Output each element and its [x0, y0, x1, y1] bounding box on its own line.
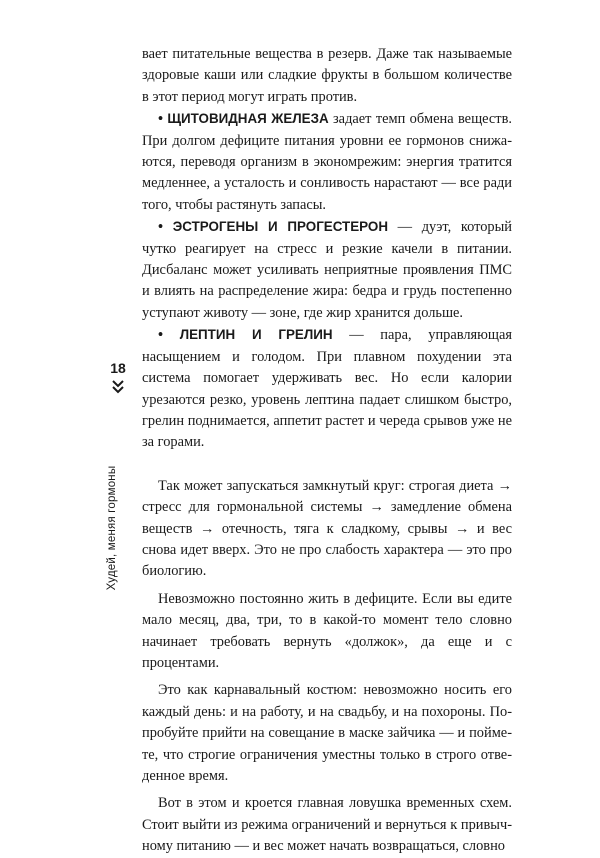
bullet-text: задает темп обмена веществ. При долгом дефиците питания уровни ее гормонов снижаются, переводя организм в экономрежим: энергия тратится медленнее, а усталость и сонливость нарастают — все ради того, чтобы растянуть запасы. [142, 111, 512, 213]
bullet-marker: • [158, 111, 164, 128]
bullet-thyroid [142, 108, 512, 216]
body-paragraph: Так может запускаться замкнутый круг: строгая диета → стресс для гормональной системы → замедление обмена веществ → отечность, тяга к сладкому, срывы → и вес снова идет вверх. Это не про слабость характера — это про биологию. [142, 477, 512, 580]
page-number: 18 [110, 360, 126, 376]
intro-paragraph: вает питательные вещества в резерв. Даже так называемые здоровые каши или сладкие фрукты в большом количестве в этот период могут играть против. [142, 46, 512, 105]
bullet-text: — дуэт, который чутко реагирует на стресс и резкие качели в питании. Дисбаланс может усиливать неприятные проявления ПМС и влиять на распределение жира: бедра и грудь постепенно уступают животу — зоне, где жир хранится дольше. [142, 219, 512, 321]
bullet-estrogen [142, 216, 512, 324]
bullet-term: ЭСТРОГЕНЫ И ПРОГЕСТЕРОН [172, 219, 389, 235]
body-paragraph: Невозможно постоянно жить в дефиците. Если вы едите мало месяц, два, три, то в какой-то момент тело словно начинает требовать вернуть «должок», да еще и с процентами. [142, 590, 512, 671]
section-gap [142, 454, 512, 476]
body-paragraph: Это как карнавальный костюм: невозможно носить его каждый день: и на работу, и на свадьбу, и на похороны. Попробуйте прийти на совещание в маске зайчика — и поймете, что строгие ограничения уместны только в строго отведенное время. [142, 682, 512, 784]
main-text [142, 44, 512, 858]
bullet-leptin [142, 324, 512, 453]
bullet-term: ЩИТОВИДНАЯ ЖЕЛЕЗА [167, 111, 329, 127]
bullet-text: — пара, управляющая насыщением и голодом. При плавном похудении эта система помогает удерживать вес. Но если калории урезаются резко, уровень лептина падает слишком быстро, грелин поднимается, аппетит растет и череда срывов уже не за горами. [142, 327, 512, 451]
running-title: Худей, меняя гормоны [106, 465, 118, 591]
bullet-marker: • [158, 327, 164, 344]
double-chevron-down-icon [111, 380, 125, 394]
bullet-term: ЛЕПТИН И ГРЕЛИН [179, 327, 333, 343]
body-paragraph: Вот в этом и кроется главная ловушка временных схем. Стоит выйти из режима ограничений и вернуться к привычному питанию — и вес может начать возвращаться, словно [142, 795, 512, 855]
bullet-marker: • [158, 219, 164, 236]
